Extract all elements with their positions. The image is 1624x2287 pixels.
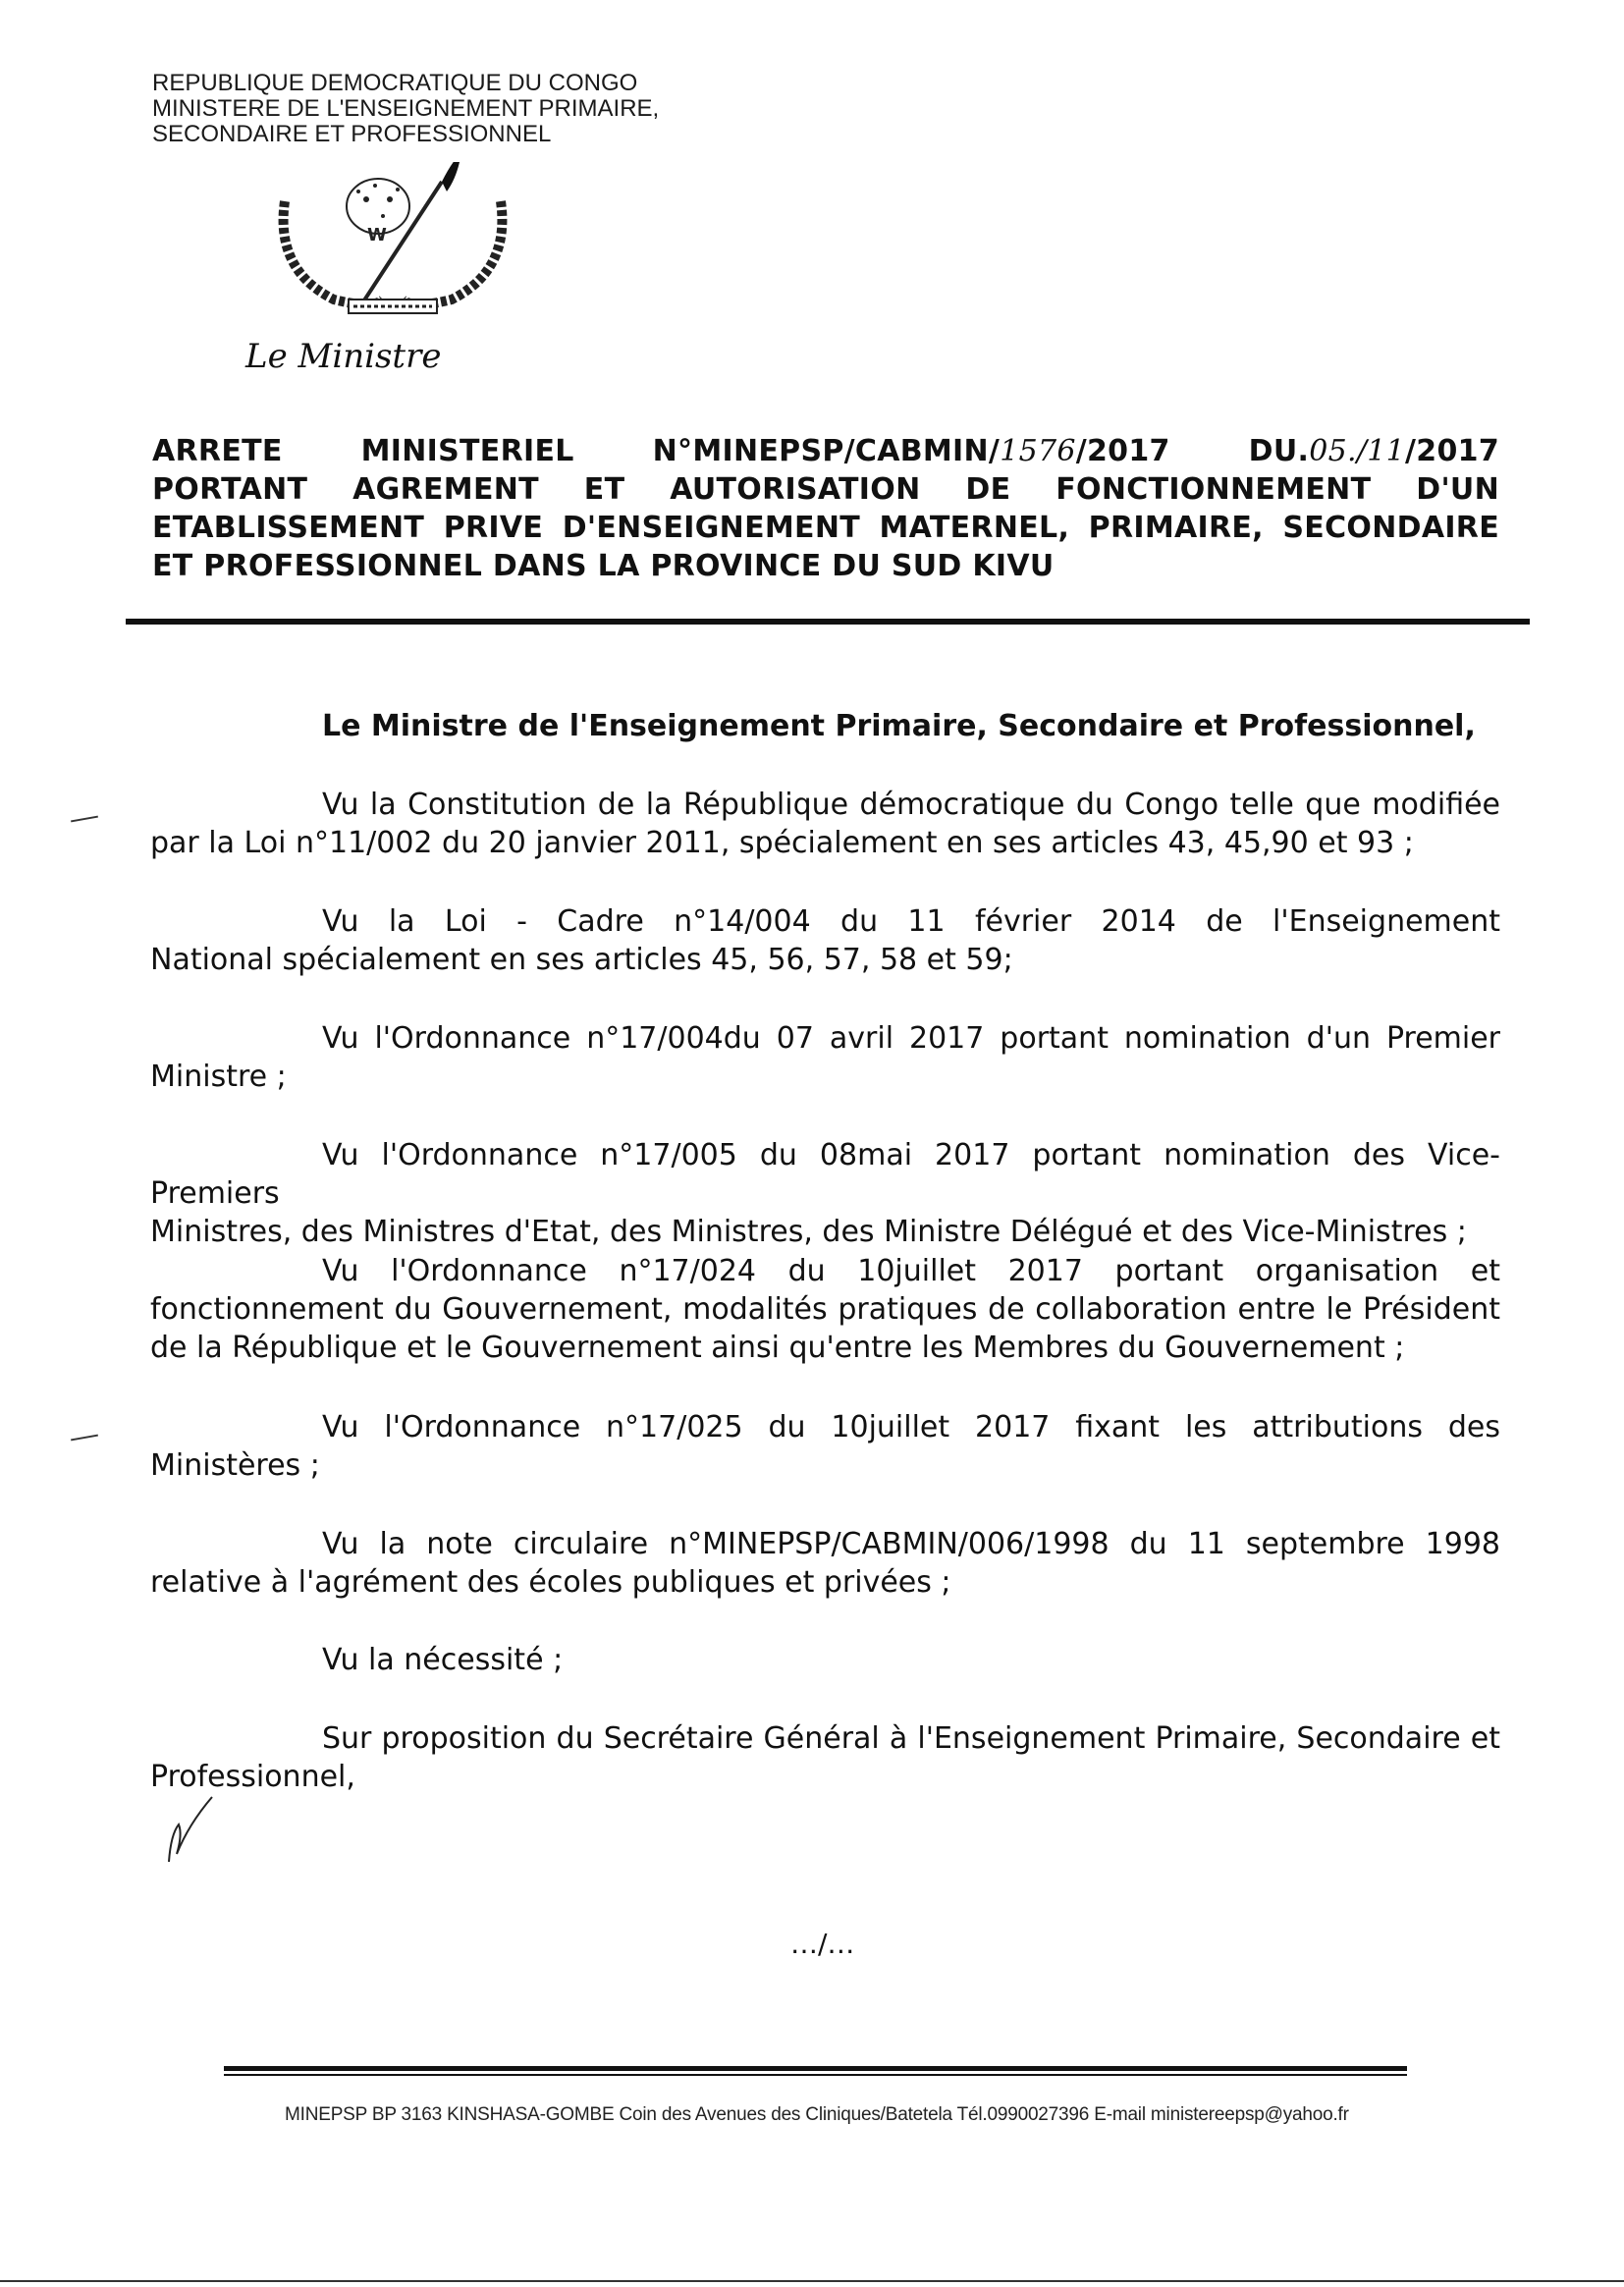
signature-title: Le Ministre xyxy=(245,337,442,376)
decree-title-line-3: ETABLISSEMENT PRIVE D'ENSEIGNEMENT MATERNEL, PRIMAIRE, SECONDAIRE xyxy=(152,511,1499,545)
paragraph-first-line: Vu l'Ordonnance n°17/004du 07 avril 2017 portant nomination d'un Premier xyxy=(322,1021,1500,1056)
decree-year: /2017 xyxy=(1405,434,1499,468)
paragraph-proposition xyxy=(150,1719,1500,1796)
footer-divider-thin xyxy=(224,2074,1407,2076)
decree-number-handwritten: 1576 xyxy=(1000,434,1076,468)
footer-address: MINEPSP BP 3163 KINSHASA-GOMBE Coin des Avenues des Cliniques/Batetela Tél.0990027396 E-mail ministereepsp@yahoo.fr xyxy=(285,2104,1349,2125)
letterhead-line-ministry-cont: SECONDAIRE ET PROFESSIONNEL xyxy=(152,121,552,147)
footer-divider xyxy=(224,2066,1407,2071)
paragraph-rest: relative à l'agrément des écoles publiques et privées ; xyxy=(150,1565,951,1600)
intro-heading: Le Ministre de l'Enseignement Primaire, Secondaire et Professionnel, xyxy=(322,709,1476,743)
paragraph-first-line: Vu l'Ordonnance n°17/024 du 10juillet 2017 portant organisation et xyxy=(322,1254,1500,1288)
page-edge-line xyxy=(0,2280,1624,2282)
paragraph-ordonnance-005 xyxy=(150,1136,1500,1251)
margin-mark xyxy=(71,1435,98,1442)
svg-text:W: W xyxy=(367,225,387,245)
initials-mark-icon xyxy=(167,1795,216,1868)
paragraph-first-line: Vu la Loi - Cadre n°14/004 du 11 février 2014 de l'Enseignement xyxy=(322,904,1500,939)
paragraph-ordonnance-024 xyxy=(150,1252,1500,1367)
paragraph-first-line: Vu la nécessité ; xyxy=(322,1643,564,1677)
letterhead-line-ministry: MINISTERE DE L'ENSEIGNEMENT PRIMAIRE, xyxy=(152,95,660,122)
paragraph-rest: Ministre ; xyxy=(150,1060,287,1094)
paragraph-first-line: Sur proposition du Secrétaire Général à l'Enseignement Primaire, Secondaire et xyxy=(322,1721,1500,1756)
paragraph-rest: Professionnel, xyxy=(150,1760,355,1794)
paragraph-rest: National spécialement en ses articles 45, 56, 57, 58 et 59; xyxy=(150,943,1013,977)
continuation-mark: …/… xyxy=(790,1928,855,1960)
paragraph-rest: Ministres, des Ministres d'Etat, des Ministres, des Ministre Délégué et des Vice-Ministres ; xyxy=(150,1215,1467,1249)
letterhead-line-republic: REPUBLIQUE DEMOCRATIQUE DU CONGO xyxy=(152,70,638,96)
decree-title xyxy=(152,432,1499,585)
decree-title-line-1 xyxy=(152,432,1499,470)
coat-of-arms-icon xyxy=(265,162,520,319)
letterhead xyxy=(152,71,659,147)
paragraph-rest: Ministères ; xyxy=(150,1448,320,1483)
decree-number-prefix: ARRETE MINISTERIEL N°MINEPSP/CABMIN/ xyxy=(152,434,1001,468)
paragraph-loi-cadre xyxy=(150,902,1500,979)
decree-date-prefix: /2017 DU. xyxy=(1075,434,1310,468)
decree-title-line-2: PORTANT AGREMENT ET AUTORISATION DE FONCTIONNEMENT D'UN xyxy=(152,472,1499,507)
margin-mark xyxy=(71,816,98,823)
paragraph-first-line: Vu la Constitution de la République démocratique du Congo telle que modifiée xyxy=(322,788,1500,822)
decree-date-handwritten: 05./11 xyxy=(1309,434,1406,468)
paragraph-necessite xyxy=(150,1641,1500,1679)
paragraph-rest: fonctionnement du Gouvernement, modalités pratiques de collaboration entre le Président de la République et le Gouvernement ainsi qu'entre les Membres du Gouvernement ; xyxy=(150,1292,1500,1365)
paragraph-first-line: Vu l'Ordonnance n°17/025 du 10juillet 2017 fixant les attributions des xyxy=(322,1410,1500,1444)
paragraph-ordonnance-004 xyxy=(150,1019,1500,1096)
paragraph-first-line: Vu la note circulaire n°MINEPSP/CABMIN/006/1998 du 11 septembre 1998 xyxy=(322,1527,1500,1561)
decree-title-line-4: ET PROFESSIONNEL DANS LA PROVINCE DU SUD KIVU xyxy=(152,549,1055,583)
title-divider xyxy=(126,619,1530,625)
paragraph-note-circulaire xyxy=(150,1525,1500,1602)
paragraph-ordonnance-025 xyxy=(150,1408,1500,1485)
paragraph-rest: par la Loi n°11/002 du 20 janvier 2011, spécialement en ses articles 43, 45,90 et 93 ; xyxy=(150,826,1414,860)
paragraph-constitution xyxy=(150,786,1500,862)
paragraph-first-line: Vu l'Ordonnance n°17/005 du 08mai 2017 portant nomination des Vice-Premiers xyxy=(150,1138,1500,1211)
